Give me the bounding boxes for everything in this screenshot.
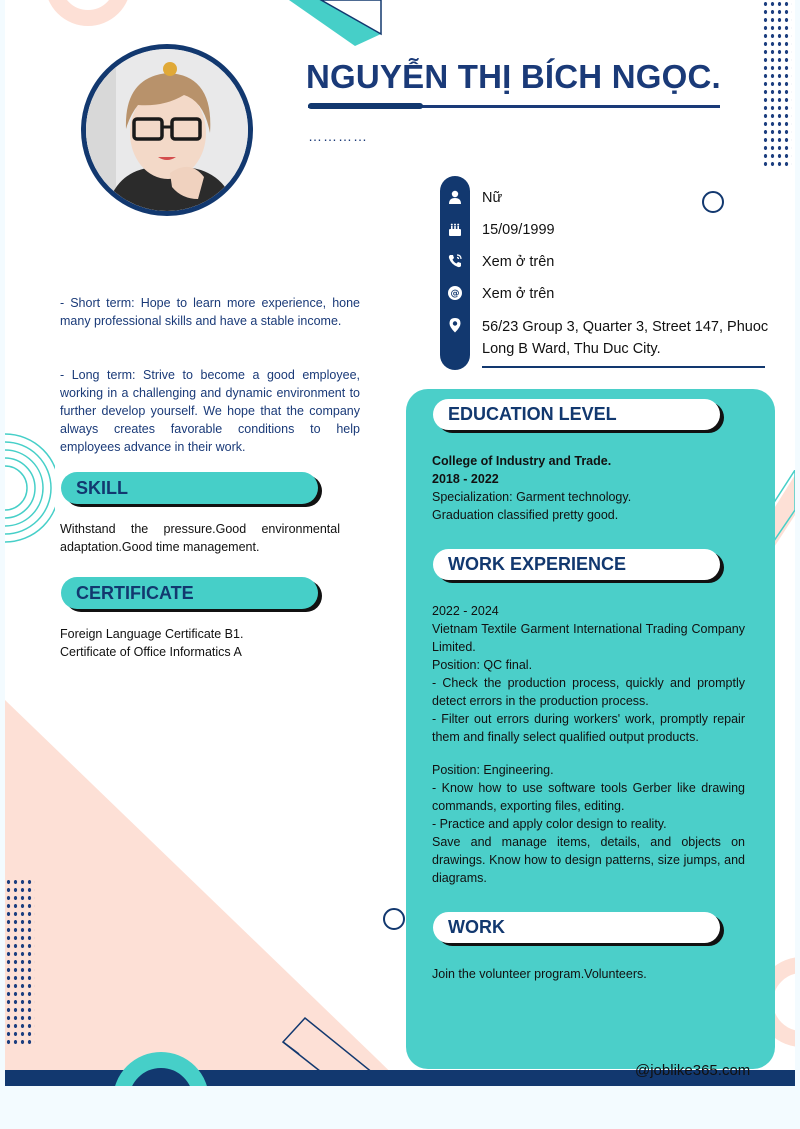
- education-years: 2018 - 2022: [432, 472, 499, 486]
- job-title-placeholder: …………: [308, 128, 368, 144]
- decorative-dots-bottom-left: [5, 878, 35, 1048]
- gender-value: Nữ: [482, 190, 503, 206]
- watermark-text: @joblike365.com: [635, 1062, 751, 1079]
- decorative-rings: [5, 418, 55, 558]
- resume-page: [5, 0, 795, 1086]
- experience-period: 2022 - 2024: [432, 604, 499, 618]
- objective-short-term: - Short term: Hope to learn more experience, hone many professional skills and have a stable income.: [60, 296, 360, 328]
- experience-company: Vietnam Textile Garment International Trading Company Limited.: [432, 622, 745, 654]
- decorative-prism-top: [287, 0, 387, 50]
- decorative-arc-top: [45, 0, 131, 26]
- education-details: [432, 452, 745, 524]
- user-icon: [443, 185, 467, 209]
- experience-duty: - Filter out errors during workers' work, promptly repair them and finally select qualified output products.: [432, 712, 745, 744]
- objective-long-term: - Long term: Strive to become a good employee, working in a challenging and dynamic environment to further develop yourself. We hope that the company always creates favorable conditions to help employees advance in their work.: [60, 368, 360, 454]
- skill-text: Withstand the pressure.Good environmental adaptation.Good time management.: [60, 522, 340, 554]
- experience-position: Position: Engineering.: [432, 763, 554, 777]
- education-heading: EDUCATION LEVEL: [433, 399, 720, 430]
- address-value: 56/23 Group 3, Quarter 3, Street 147, Phuoc Long B Ward, Thu Duc City.: [482, 319, 769, 357]
- profile-photo: [81, 44, 253, 216]
- experience-duty: - Practice and apply color design to reality.: [432, 817, 667, 831]
- education-specialization: Specialization: Garment technology.: [432, 490, 632, 504]
- experience-duty: Save and manage items, details, and objects on drawings. Know how to design patterns, size jumps, and diagrams.: [432, 835, 745, 885]
- certificate-heading: CERTIFICATE: [61, 577, 318, 609]
- at-sign-icon: [443, 281, 467, 305]
- work-heading: WORK: [433, 912, 720, 943]
- certificate-item: Foreign Language Certificate B1.: [60, 627, 244, 641]
- phone-icon: [443, 249, 467, 273]
- certificate-item: Certificate of Office Informatics A: [60, 645, 242, 659]
- phone-value: Xem ở trên: [482, 254, 555, 270]
- education-graduation: Graduation classified pretty good.: [432, 508, 619, 522]
- contact-underline: [482, 366, 765, 368]
- name-underline-accent: [308, 103, 423, 109]
- decorative-circle: [702, 191, 724, 213]
- birthday-value: 15/09/1999: [482, 222, 555, 238]
- decorative-dots-top-right: [762, 0, 792, 170]
- work-experience-heading: WORK EXPERIENCE: [433, 549, 720, 580]
- candidate-name: NGUYỄN THỊ BÍCH NGỌC.: [306, 58, 721, 95]
- education-school: College of Industry and Trade.: [432, 454, 612, 468]
- work-text: Join the volunteer program.Volunteers.: [432, 967, 647, 981]
- experience-duty: - Know how to use software tools Gerber like drawing commands, exporting files, editing.: [432, 781, 745, 813]
- svg-text:@: @: [450, 289, 460, 300]
- skill-heading: SKILL: [61, 472, 318, 504]
- decorative-circle: [383, 908, 405, 930]
- email-value: Xem ở trên: [482, 286, 555, 302]
- work-experience-details: [432, 602, 745, 887]
- certificate-list: [60, 625, 340, 661]
- experience-duty: - Check the production process, quickly and promptly detect errors in the production process.: [432, 676, 745, 708]
- location-pin-icon: [443, 313, 467, 337]
- person-portrait-icon: [86, 49, 248, 211]
- experience-position: Position: QC final.: [432, 658, 533, 672]
- birthday-cake-icon: [443, 217, 467, 241]
